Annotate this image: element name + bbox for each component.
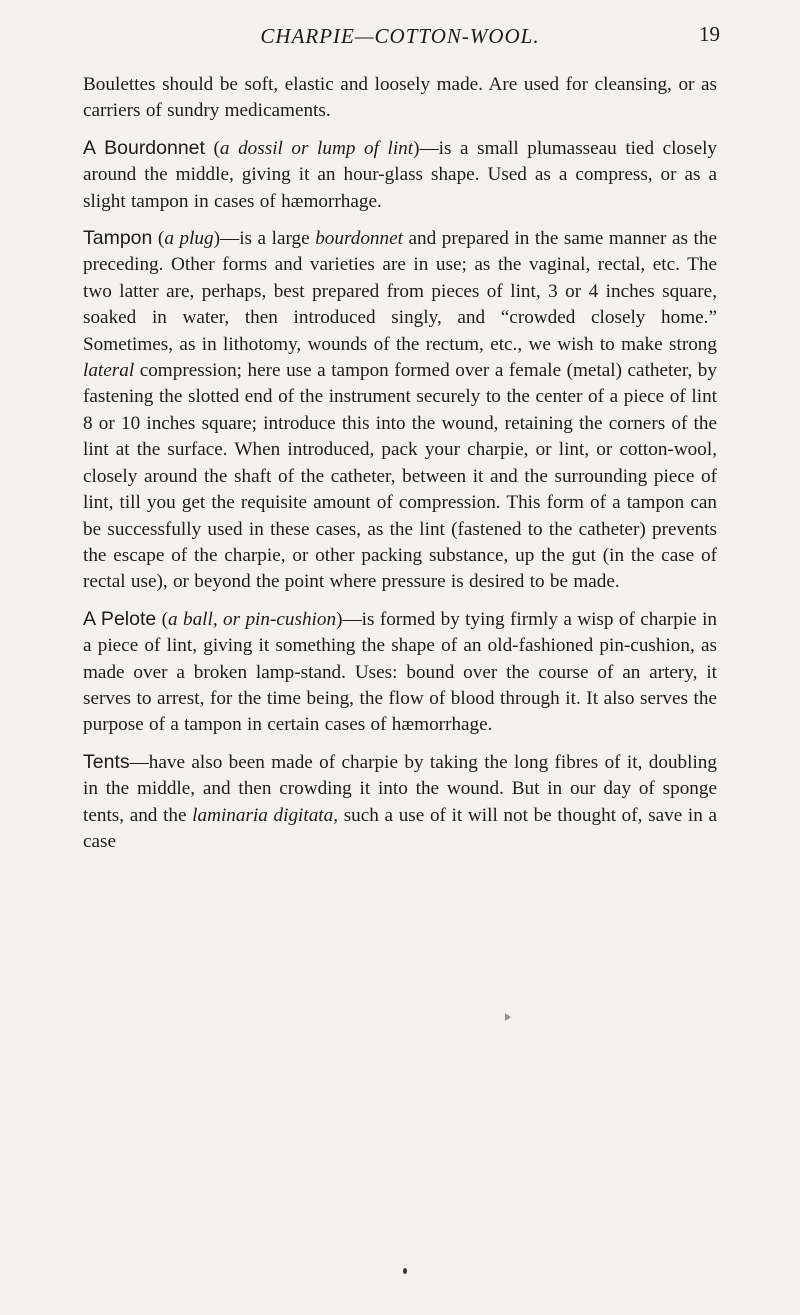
page-header [80,10,720,50]
gloss-open: ( [204,137,220,159]
term-heading: Tents [83,750,130,773]
gloss-close: ) [336,608,343,630]
paragraph-text: —is formed by tying firmly a wisp of charpie in a piece of lint, giving it something the shape of an old-fashioned pin-cushion, as made over a broken lamp-stand. Uses: bound over the course of an artery, it serves to arrest, for the time being, the flow of blood through it. It also serves the purpose of a tampon in certain cases of hæmorrhage. [83,608,718,736]
gloss-open: ( [152,228,165,250]
term-gloss: a plug [164,228,214,250]
print-mark [505,1013,511,1021]
gloss-close: ) [413,137,420,159]
paragraph-text: —have also been made of charpie by taking the long fibres of it, doubling in the middle, and then crowding it into the wound. But in our day of sponge tents, and the [83,751,717,826]
paragraph-boulettes [83,72,717,125]
term-gloss: a ball, or pin-cushion [168,608,337,630]
paragraph-tampon [83,225,717,596]
paragraph-tents [83,749,717,856]
running-title: CHARPIE—COTTON-WOOL. [260,24,540,48]
italic-word: lateral [83,360,135,382]
paragraph-text: —is a small plumasseau tied closely around the middle, giving it an hour-glass shape. Used as a compress, or as a slight tampon in cases of hæmorrhage. [83,137,718,212]
gloss-open: ( [156,608,169,630]
term-gloss: a dossil or lump of lint [219,137,414,159]
term-heading: A Pelote [83,607,157,630]
italic-word: laminaria digitata [192,804,334,826]
paragraph-pelote [83,606,717,739]
paragraph-text: and prepared in the same manner as the preceding. Other forms and varieties are in use; as the vaginal, rectal, etc. The two latter are, perhaps, best prepared from pieces of lint, 3 or 4 inches square, soaked in water, then introduced singly, and “crowded closely home.” Sometimes, as in lithotomy, wounds of the rectum, etc., we wish to make strong [83,228,717,355]
print-mark [403,1268,407,1274]
paragraph-bourdonnet [83,135,717,215]
gloss-close: ) [213,228,220,250]
paragraph-text: , such a use of it will not be thought of, save in a case [83,804,717,852]
paragraph-text: —is a large [220,228,316,250]
term-heading: Tampon [83,227,153,250]
term-heading: A Bourdonnet [83,136,205,159]
page-number: 19 [699,22,720,46]
italic-word: bourdonnet [315,228,403,250]
page-body [83,72,717,865]
paragraph-text: Boulettes should be soft, elastic and loosely made. Are used for cleansing, or as carriers of sundry medicaments. [83,74,717,122]
paragraph-text: compression; here use a tampon formed over a female (metal) catheter, by fastening the slotted end of the instrument securely to the center of a piece of lint 8 or 10 inches square; introduce this into the wound, retaining the corners of the lint at the surface. When introduced, pack your charpie, or lint, or cotton-wool, closely around the shaft of the catheter, between it and the surrounding piece of lint, till you get the requisite amount of compression. This form of a tampon can be successfully used in these cases, as the lint (fastened to the catheter) prevents the escape of the charpie, or other packing substance, up the gut (in the case of rectal use), or beyond the point where pressure is desired to be made. [83,360,717,593]
